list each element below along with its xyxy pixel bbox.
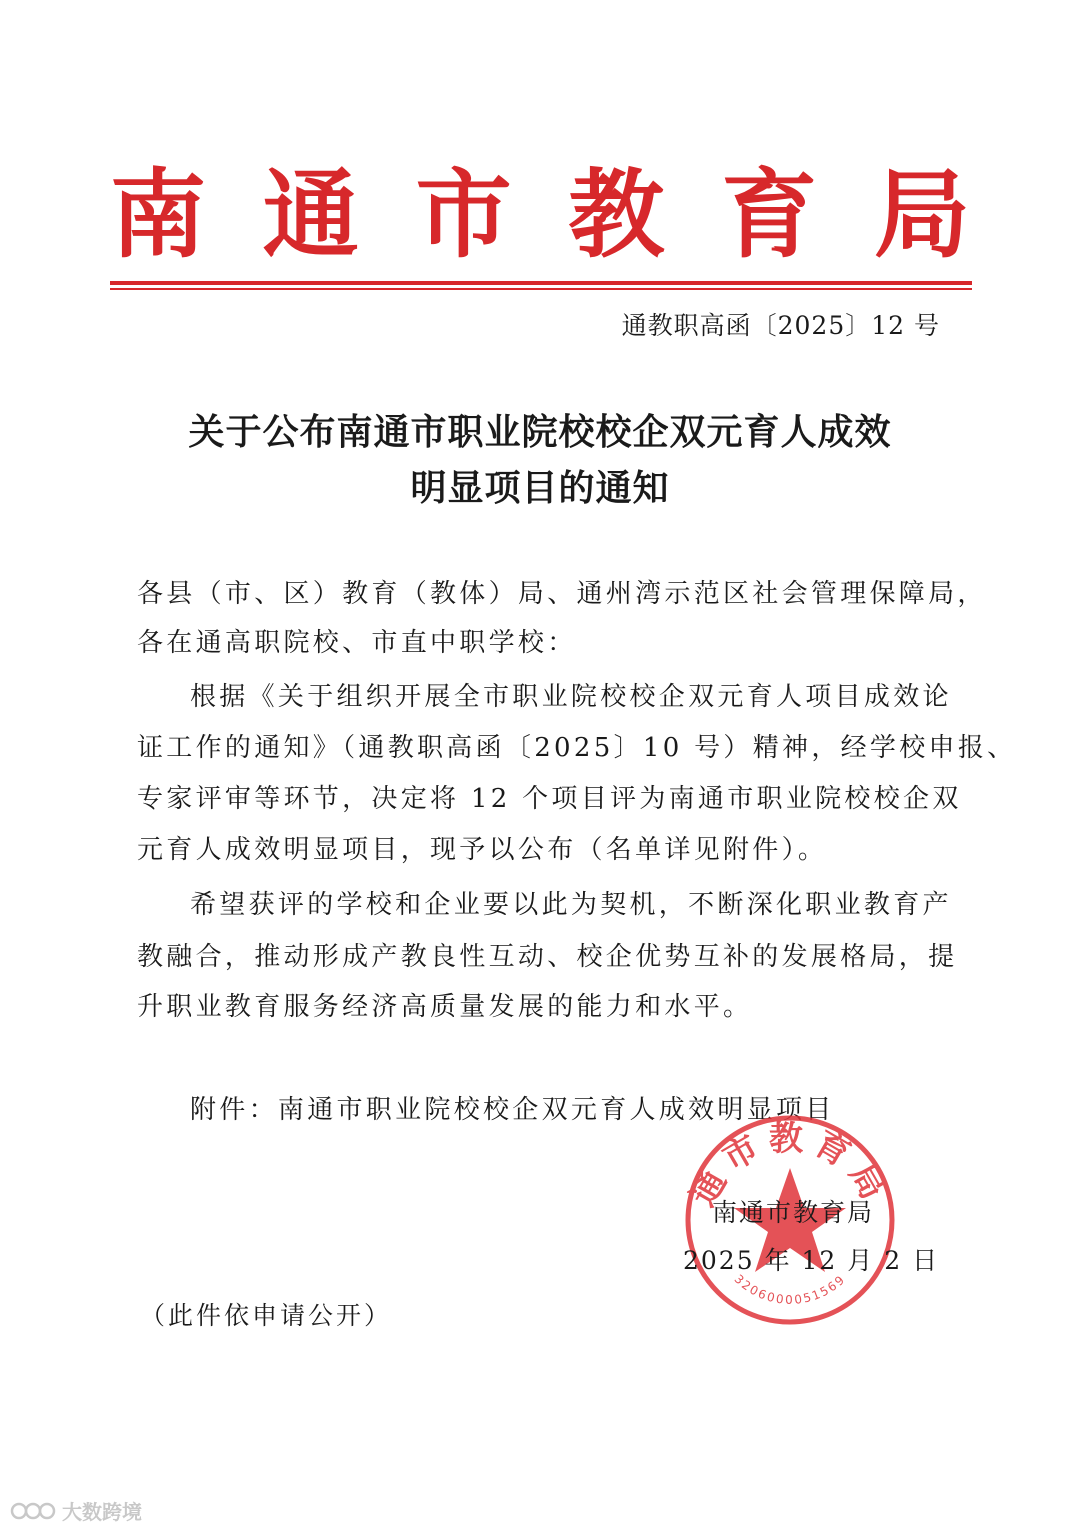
letterhead-divider-thin — [110, 288, 972, 290]
document-number: 通教职高函〔2025〕12 号 — [621, 311, 940, 340]
letterhead-char: 通 — [262, 158, 359, 271]
seal-arc-text: 通市教育局 — [683, 1119, 897, 1214]
letterhead-char: 南 — [110, 158, 206, 271]
issuer-name: 南通市教育局 — [712, 1198, 875, 1227]
body-paragraph-line: 证工作的通知》（通教职高函〔2025〕10 号）精神，经学校申报、 — [137, 733, 1017, 763]
logo-icon — [10, 1500, 56, 1522]
letterhead-char: 市 — [415, 158, 512, 271]
body-paragraph-line: 升职业教育服务经济高质量发展的能力和水平。 — [137, 992, 753, 1022]
body-paragraph-line: 希望获评的学校和企业要以此为契机，不断深化职业教育产 — [190, 890, 952, 920]
body-paragraph-line: 元育人成效明显项目，现予以公布（名单详见附件）。 — [137, 835, 828, 865]
svg-text:3206000051569 — [732, 1272, 849, 1307]
attachment-line: 附件：南通市职业院校校企双元育人成效明显项目 — [190, 1095, 835, 1125]
addressee-line: 各县（市、区）教育（教体）局、通州湾示范区社会管理保障局， — [137, 579, 987, 609]
addressee-line: 各在通高职院校、市直中职学校： — [137, 628, 577, 658]
letterhead — [110, 160, 970, 270]
letterhead-char: 教 — [568, 158, 665, 271]
body-paragraph-line: 教融合，推动形成产教良性互动、校企优势互补的发展格局，提 — [137, 942, 958, 972]
body-paragraph-line: 根据《关于组织开展全市职业院校校企双元育人项目成效论 — [190, 682, 952, 712]
disclosure-note: （此件依申请公开） — [140, 1301, 393, 1330]
document-title-line-2: 明显项目的通知 — [410, 468, 670, 509]
seal-code: 3206000051569 — [731, 1271, 849, 1307]
watermark — [10, 1496, 142, 1525]
letterhead-divider — [110, 281, 972, 285]
watermark-text: 大数跨境 — [62, 1500, 142, 1524]
letterhead-char: 局 — [873, 158, 970, 271]
issue-date: 2025 年 12 月 2 日 — [683, 1246, 940, 1275]
body-paragraph-line: 专家评审等环节，决定将 12 个项目评为南通市职业院校校企双 — [137, 784, 962, 814]
letterhead-char: 育 — [721, 158, 818, 271]
document-title-line-1: 关于公布南通市职业院校校企双元育人成效 — [188, 412, 892, 453]
